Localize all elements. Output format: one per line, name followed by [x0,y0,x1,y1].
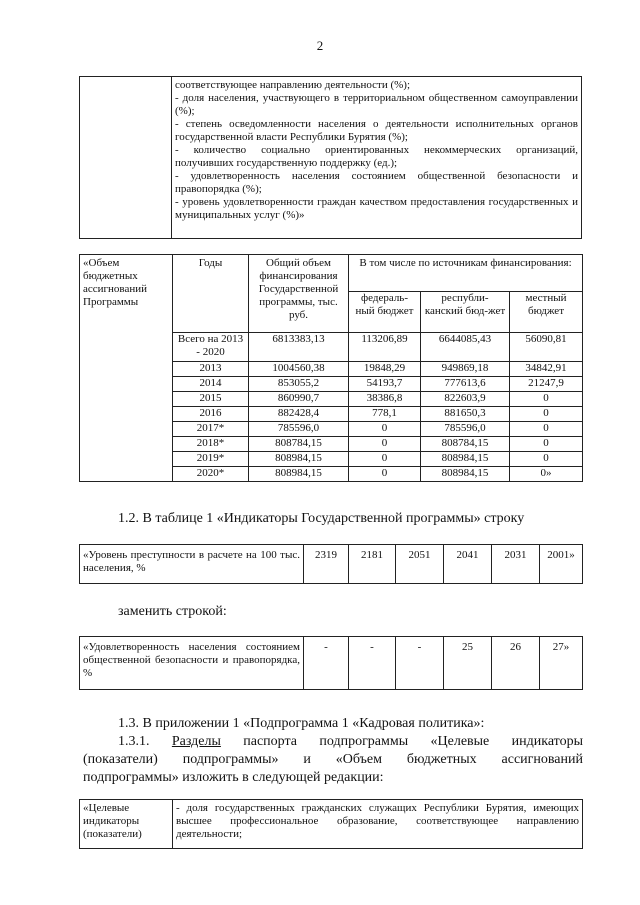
header-local: местный бюджет [510,292,583,333]
row-total: 808984,15 [249,467,349,482]
row-federal: 778,1 [349,407,421,422]
paragraph-1-3-1-line-1 [118,733,583,750]
row-year: 2014 [173,377,249,392]
indicator-value: 2051 [396,545,444,584]
row-local: 34842,91 [510,362,583,377]
paragraph-1-3-1-line-2: (показатели) подпрограммы» и «Объем бюджетных ассигнований [83,752,583,767]
subprogram-indicators-table [79,799,583,849]
row-republic: 6644085,43 [421,333,510,362]
indicator-line: - удовлетворенность населения состоянием общественной безопасности и правопорядка (%); [175,170,578,195]
indicator-line: - уровень удовлетворенности граждан качеством предоставления государственных и муниципальных услуг (%)» [175,196,578,221]
row-year: 2017* [173,422,249,437]
row-local: 0 [510,452,583,467]
row-republic: 808784,15 [421,437,510,452]
row-total: 808984,15 [249,452,349,467]
row-local: 0 [510,422,583,437]
indicator-line: - количество социально ориентированных некоммерческих организаций, получивших государственную поддержку (ед.); [175,144,578,169]
indicator-line: соответствующее направлению деятельности (%); [175,79,411,91]
header-years: Годы [173,255,249,333]
row-year: 2013 [173,362,249,377]
row-republic: 808984,15 [421,467,510,482]
financing-label: «Объем бюджетных ассигнований Программы [80,255,173,482]
crime-rate-label: «Уровень преступности в расчете на 100 тыс. населения, % [80,545,304,584]
row-total: 853055,2 [249,377,349,392]
crime-rate-row-table [79,544,583,584]
empty-label-cell [80,77,172,239]
header-republic: республи-канский бюд-жет [421,292,510,333]
row-republic: 785596,0 [421,422,510,437]
indicator-value: 2031 [492,545,540,584]
row-federal: 0 [349,422,421,437]
row-federal: 54193,7 [349,377,421,392]
line-text: паспорта подпрограммы «Целевые индикаторы [243,734,584,749]
indicators-label: «Целевые индикаторы (показатели) [80,800,173,849]
indicator-value: 2181 [349,545,396,584]
indicator-value: - [304,637,349,690]
indicator-line: - доля населения, участвующего в территориальном общественном самоуправлении (%); [175,92,578,117]
row-federal: 38386,8 [349,392,421,407]
indicator-value: 2319 [304,545,349,584]
row-year: 2016 [173,407,249,422]
row-federal: 0 [349,437,421,452]
satisfaction-row-table [79,636,583,690]
row-local: 56090,81 [510,333,583,362]
section-number: 1.3.1. [118,734,150,749]
row-federal: 0 [349,467,421,482]
header-federal: федераль-ный бюджет [349,292,421,333]
row-total: 785596,0 [249,422,349,437]
row-federal: 0 [349,452,421,467]
indicator-value: 2001» [540,545,583,584]
row-year: 2020* [173,467,249,482]
indicator-value: 26 [492,637,540,690]
paragraph-1-2: 1.2. В таблице 1 «Индикаторы Государственной программы» строку [118,511,525,526]
indicator-list-cell [172,77,582,239]
row-year: 2019* [173,452,249,467]
underlined-word: Разделы [171,734,221,749]
header-total: Общий объем финансирования Государственной программы, тыс. руб. [249,255,349,333]
row-year: 2015 [173,392,249,407]
row-total: 808784,15 [249,437,349,452]
indicator-line: - степень осведомленности населения о деятельности исполнительных органов государственной власти Республики Бурятия (%); [175,118,578,143]
page-number: 2 [316,38,324,53]
row-republic: 777613,6 [421,377,510,392]
row-local: 0 [510,437,583,452]
indicator-value: 25 [444,637,492,690]
indicator-value: 27» [540,637,583,690]
row-total: 882428,4 [249,407,349,422]
paragraph-1-3: 1.3. В приложении 1 «Подпрограмма 1 «Кадровая политика»: [118,716,485,731]
row-local: 21247,9 [510,377,583,392]
row-year: Всего на 2013 - 2020 [173,333,249,362]
row-total: 860990,7 [249,392,349,407]
paragraph-1-3-1-line-3: подпрограммы» изложить в следующей редакции: [83,770,384,785]
row-local: 0» [510,467,583,482]
row-year: 2018* [173,437,249,452]
row-republic: 808984,15 [421,452,510,467]
row-republic: 881650,3 [421,407,510,422]
row-republic: 949869,18 [421,362,510,377]
row-total: 6813383,13 [249,333,349,362]
satisfaction-label: «Удовлетворенность населения состоянием общественной безопасности и правопорядка, % [80,637,304,690]
indicator-value: - [396,637,444,690]
replace-text: заменить строкой: [118,604,227,619]
row-republic: 822603,9 [421,392,510,407]
indicator-value: - [349,637,396,690]
row-local: 0 [510,407,583,422]
row-federal: 113206,89 [349,333,421,362]
row-total: 1004560,38 [249,362,349,377]
indicators-text: - доля государственных гражданских служащих Республики Бурятия, имеющих высшее профессиональное образование, соответствующее направлению деятельности; [173,800,583,849]
financing-table [79,254,583,482]
header-sources: В том числе по источникам финансирования: [349,255,583,292]
row-local: 0 [510,392,583,407]
indicator-value: 2041 [444,545,492,584]
row-federal: 19848,29 [349,362,421,377]
passport-indicators-table [79,76,582,239]
